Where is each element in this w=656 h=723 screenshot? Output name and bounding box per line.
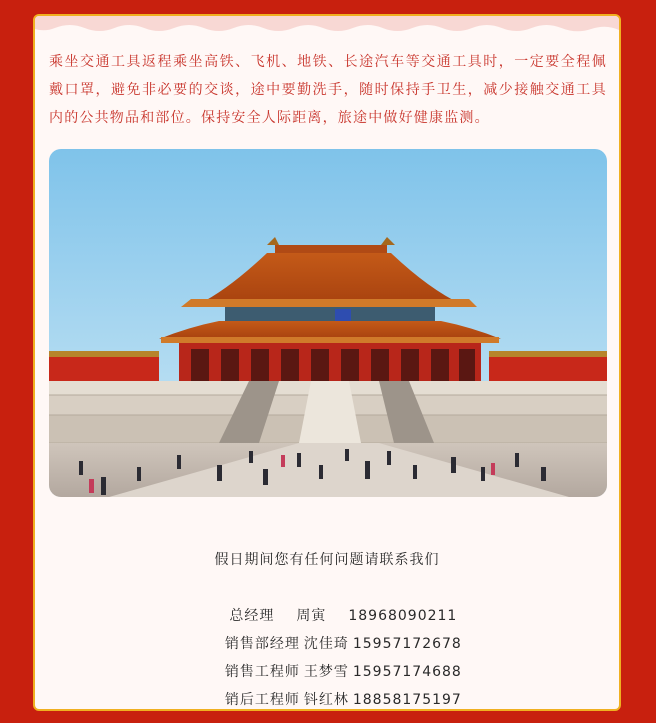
- contact-name: 周寅: [296, 608, 327, 624]
- contact-title: 销售部经理: [224, 636, 300, 652]
- contact-name: 沈佳琦: [303, 636, 349, 652]
- wave-border-decoration: [35, 16, 619, 38]
- contact-phone: 18968090211: [348, 608, 458, 624]
- contact-heading: 假日期间您有任何问题请联系我们: [214, 552, 440, 568]
- contact-name: 钭红林: [303, 692, 349, 708]
- forbidden-city-hall-icon: [49, 149, 607, 497]
- contact-section: [35, 546, 619, 708]
- contact-phone: 15957174688: [352, 664, 462, 680]
- travel-advice-text: 乘坐交通工具返程乘坐高铁、飞机、地铁、长途汽车等交通工具时，一定要全程佩戴口罩，避免非必要的交谈，途中要勤洗手，随时保持手卫生，减少接触交通工具内的公共物品和部位。保持安全人际距离，旅途中做好健康监测。: [49, 54, 607, 126]
- contact-phone: 18858175197: [352, 692, 462, 708]
- contact-phone: 15957172678: [352, 636, 462, 652]
- contact-title: 销后工程师: [224, 692, 300, 708]
- forbidden-city-photo: [49, 149, 607, 497]
- contact-title: 总经理: [229, 608, 275, 624]
- content-card: [33, 14, 621, 711]
- contact-name: 王梦雪: [303, 664, 349, 680]
- contact-row-general-manager: [35, 574, 619, 624]
- contact-title: 销售工程师: [224, 664, 300, 680]
